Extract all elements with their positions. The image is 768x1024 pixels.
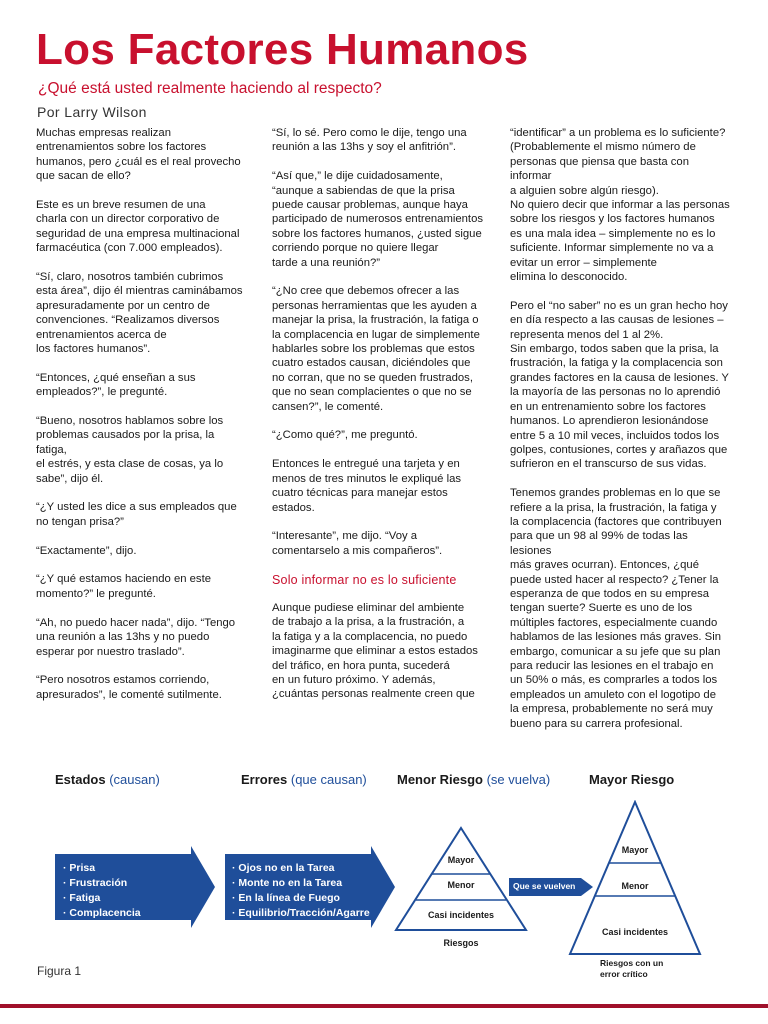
header-paren: (se vuelva) [486,772,551,787]
paragraph: Muchas empresas realizan entrenamientos sobre los factores humanos, pero ¿cuál es el real provecho que sacan de ello? [36,127,241,183]
pyramid-level-label: Mayor [447,855,475,865]
figure-header-mayor-riesgo [589,772,674,787]
paragraph: “Bueno, nosotros hablamos sobre los problemas causados por la prisa, la fatiga, el estrés, y esta clase de cosas, ya lo sabe”, dijo él. [36,415,224,485]
paragraph: Tenemos grandes problemas en lo que se refiere a la prisa, la frustración, la fatiga y la complacencia (factores que contribuyen para que un 98 al 99% de todas las lesiones más graves ocurran). Entonces, ¿qué puede usted hacer al respecto? ¿Tener la esperanza de que todos en su empresa tengan suerte? Suerte es uno de los múltiples factores, especialmente cuando hablamos de las lesiones más graves. Sin embargo, comunicar a su jefe que su plan para reducir las lesiones en el trabajo en un 50% o más, es comprarles a todos los empleados un amuleto con el logotipo de la empresa, probablemente no será muy bueno para su carrera profesional. [510,487,722,730]
header-label: Estados [55,772,106,787]
paragraph: “Así que,” le dije cuidadosamente, “aunque a sabiendas de que la prisa puede causar problemas, aunque haya participado de numerosos entrenamientos sobre los factores humanos, ¿usted sigue corriendo porque no quiere llegar tarde a una reunión?” [272,170,484,269]
paragraph: Pero el “no saber” no es un gran hecho hoy en día respecto a las causas de lesiones – representa menos del 1 al 2%. Sin embargo, todos saben que la prisa, la frustración, la fatiga y la complacencia son grandes factores en la causa de lesiones. Y la mayoría de las personas no lo aprendió en un entrenamiento sobre los factores humanos. Lo aprendieron lesionándose entre 5 a 10 mil veces, incluidos todos los golpes, contusiones, cortes y arañazos que sufrieron en el transcurso de sus vidas. [510,299,729,471]
list-item: · En la línea de Fuego [232,891,370,906]
list-item: · Prisa [63,861,141,876]
list-item: · Frustración [63,876,141,891]
paragraph: “Interesante”, me dijo. “Voy a comentarselo a mis compañeros”. [272,530,443,557]
paragraph: “¿No cree que debemos ofrecer a las personas herramientas que les ayuden a manejar la prisa, la frustración, la fatiga o la complacencia en lugar de simplemente hablarles sobre los problemas que estos cuatro estados causan, diciéndoles que no corran, que no se queden frustrados, que no sean complacientes o que no se cansen?”, le comenté. [272,285,480,413]
header-label: Errores [241,772,288,787]
list-item: · Fatiga [63,891,141,906]
paragraph: Este es un breve resumen de una charla con un director corporativo de seguridad de una empresa multinacional farmacéutica (con 7.000 empleados). [36,199,240,255]
pyramid-level-label: Mayor [621,845,649,855]
figure-header-menor-riesgo [397,772,550,787]
pyramid-base-label: Riesgos con un error crítico [600,958,664,979]
list-item: · Monte no en la Tarea [232,876,370,891]
list-item: · Ojos no en la Tarea [232,861,370,876]
header-label: Menor Riesgo [397,772,483,787]
paragraph: Aunque pudiese eliminar del ambiente de trabajo a la prisa, a la frustración, a la fatiga y a la complacencia, no puedo imaginarme que eliminar a estos estados del tráfico, en hora punta, sucederá en un futuro próximo. Y además, ¿cuántas personas realmente creen que [272,601,478,701]
paragraph: “¿Y qué estamos haciendo en este momento?” le pregunté. [36,573,212,600]
paragraph: “identificar” a un problema es lo suficiente? (Probablemente el mismo número de personas que piensa que basta con informar a alguien sobre algún riesgo). No quiero decir que informar a las personas sobre los riesgos y los factores humanos es una mala idea – simplemente no es lo suficiente. Informar simplemente no va a evitar un error – simplemente elimina lo desconocido. [510,127,730,284]
paragraph: “Entonces, ¿qué enseñan a sus empleados?”, le pregunté. [36,371,196,399]
paragraph: “Pero nosotros estamos corriendo, apresurados”, le comenté sutilmente. [36,674,222,701]
figure-caption: Figura 1 [37,964,82,978]
paragraph: “¿Como qué?”, me preguntó. [272,429,418,442]
paragraph: “Ah, no puedo hacer nada”, dijo. “Tengo una reunión a las 13hs y no puedo esperar por nuestro traslado”. [36,616,236,658]
pyramid-level-label: Menor [621,881,649,891]
list-item: · Complacencia [63,906,141,921]
section-subheading: Solo informar no es lo suficiente [272,572,457,587]
paragraph: “Sí, lo sé. Pero como le dije, tengo una reunión a las 13hs y soy el anfitrión”. [272,127,467,154]
arrow-label: Que se vuelven [513,881,576,891]
paragraph: “Sí, claro, nosotros también cubrimos esta área”, dijo él mientras caminábamos apresuradamente por un centro de convenciones. “Realizamos diversos entrenamientos acerca de los factores humanos”. [36,271,243,356]
list-item: · Equilibrio/Tracción/Agarre [232,906,370,921]
pyramid-level-label: Menor [447,880,475,890]
figure-header-errores [241,772,367,787]
pyramid-level-label: Casi incidentes [427,910,495,920]
figure-header-estados [55,772,160,787]
pyramid-level-label: Casi incidentes [601,927,669,937]
article-title: Los Factores Humanos [36,25,529,74]
header-paren: (que causan) [290,772,367,787]
text-column-1 [36,126,244,717]
paragraph: “¿Y usted les dice a sus empleados que no tengan prisa?” [36,501,237,528]
pyramid-base-label: Riesgos [443,938,479,948]
header-paren: (causan) [109,772,160,787]
paragraph: Entonces le entregué una tarjeta y en menos de tres minutos le expliqué las cuatro técnicas para manejar estos estados. [272,458,462,514]
text-column-2 [272,126,484,702]
article-subtitle: ¿Qué está usted realmente haciendo al respecto? [38,80,382,97]
errores-list [232,861,370,921]
paragraph: “Exactamente”, dijo. [36,544,137,557]
estados-list [63,861,141,921]
header-label: Mayor Riesgo [589,772,675,787]
bottom-divider [0,1004,768,1008]
text-column-3 [510,126,732,745]
author-byline: Por Larry Wilson [37,104,147,120]
